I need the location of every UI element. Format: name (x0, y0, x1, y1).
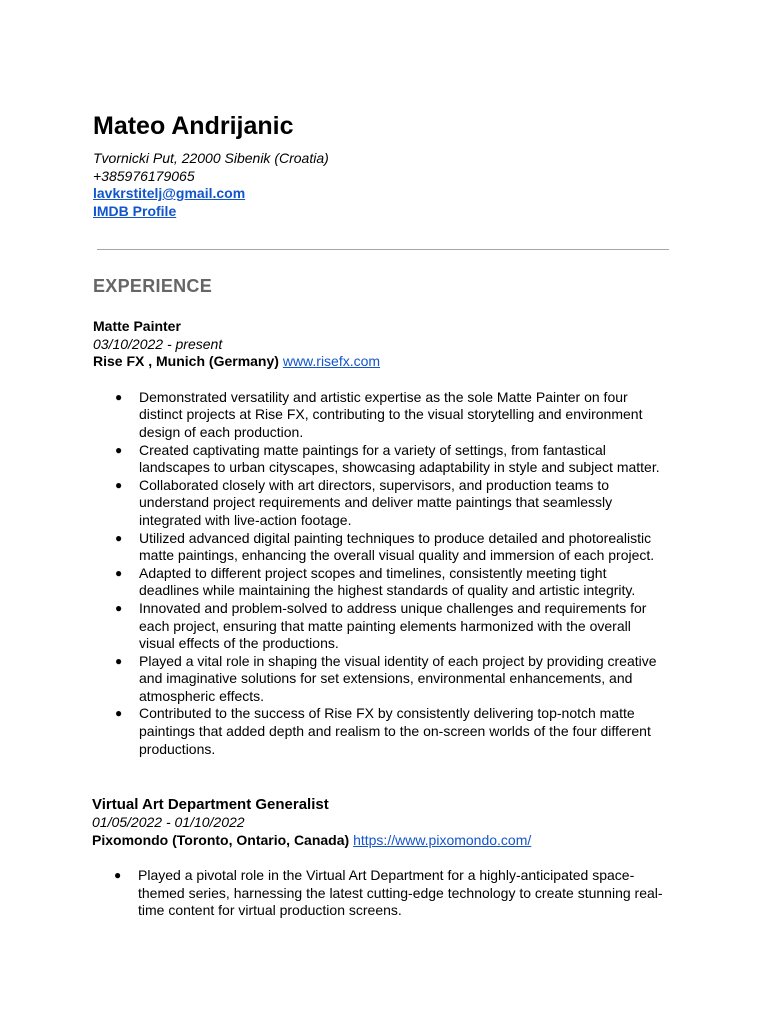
job-bullet-list (92, 867, 682, 920)
section-title-experience: EXPERIENCE (93, 276, 213, 296)
horizontal-divider (97, 249, 669, 250)
company-website-link[interactable]: https://www.pixomondo.com/ (353, 831, 532, 848)
job-dates: 01/05/2022 - 01/10/2022 (92, 814, 245, 830)
bullet-text: Utilized advanced digital painting techniques to produce detailed and photorealistic matte paintings, enhancing the overall visual quality and immersion of each project. (139, 529, 655, 564)
bullet-text: Collaborated closely with art directors, supervisors, and production teams to understand project requirements and deliver matte paintings that seamlessly integrated with live-action footage. (139, 476, 613, 528)
bullet-icon: ● (115, 389, 123, 404)
bullet-text: Created captivating matte paintings for a variety of settings, from fantastical landscapes to urban cityscapes, showcasing adaptability in style and subject matter. (139, 441, 660, 476)
bullet-icon: ● (115, 600, 123, 615)
list-item (93, 705, 669, 758)
list-item (93, 600, 669, 653)
email-link[interactable]: lavkrstitelj@gmail.com (93, 185, 246, 201)
bullet-icon: ● (115, 477, 123, 492)
list-item (93, 442, 669, 477)
candidate-name: Mateo Andrijanic (93, 112, 294, 140)
list-item (93, 389, 669, 442)
bullet-icon: ● (114, 868, 122, 883)
bullet-text: Innovated and problem-solved to address unique challenges and requirements for each project, ensuring that matte painting elements harmonized with the overall visual effects of the productions. (139, 599, 647, 652)
imdb-profile-link[interactable]: IMDB Profile (93, 202, 177, 219)
company-name: Rise FX , Munich (Germany) (93, 353, 279, 370)
bullet-text: Demonstrated versatility and artistic expertise as the sole Matte Painter on four distinct projects at Rise FX, contributing to the visual storytelling and environment design of each production. (139, 388, 643, 440)
bullet-text: Played a pivotal role in the Virtual Art Department for a highly-anticipated space-themed series, harnessing the latest cutting-edge technology to create stunning real-time content for virtual production screens. (138, 867, 663, 919)
bullet-icon: ● (115, 530, 123, 545)
job-title: Virtual Art Department Generalist (92, 796, 329, 813)
list-item (92, 867, 668, 920)
list-item (93, 530, 669, 565)
address: Tvornicki Put, 22000 Sibenik (Croatia) (93, 150, 329, 166)
job-entry-matte-painter (93, 318, 683, 758)
list-item (93, 653, 669, 706)
bullet-icon: ● (115, 653, 123, 668)
bullet-text: Adapted to different project scopes and timelines, consistently meeting tight deadlines while maintaining the highest standards of quality and artistic integrity. (139, 564, 636, 599)
job-dates: 03/10/2022 - present (93, 335, 223, 352)
bullet-icon: ● (115, 565, 123, 580)
company-website-link[interactable]: www.risefx.com (282, 353, 381, 370)
bullet-text: Contributed to the success of Rise FX by consistently delivering top-notch matte paintings that added depth and realism to the on-screen worlds of the four different productions. (139, 705, 651, 757)
job-entry-vad-generalist (92, 795, 682, 920)
company-name: Pixomondo (Toronto, Ontario, Canada) (92, 831, 350, 848)
bullet-text: Played a vital role in shaping the visual identity of each project by providing creative and imaginative solutions for set extensions, environmental enhancements, and atmospheric effects. (139, 652, 657, 704)
job-bullet-list (93, 389, 683, 758)
bullet-icon: ● (115, 706, 123, 721)
job-title: Matte Painter (93, 318, 181, 334)
bullet-icon: ● (115, 442, 123, 457)
phone-number: +385976179065 (93, 167, 195, 184)
contact-block (93, 150, 329, 220)
list-item (93, 477, 669, 530)
list-item (93, 565, 669, 600)
